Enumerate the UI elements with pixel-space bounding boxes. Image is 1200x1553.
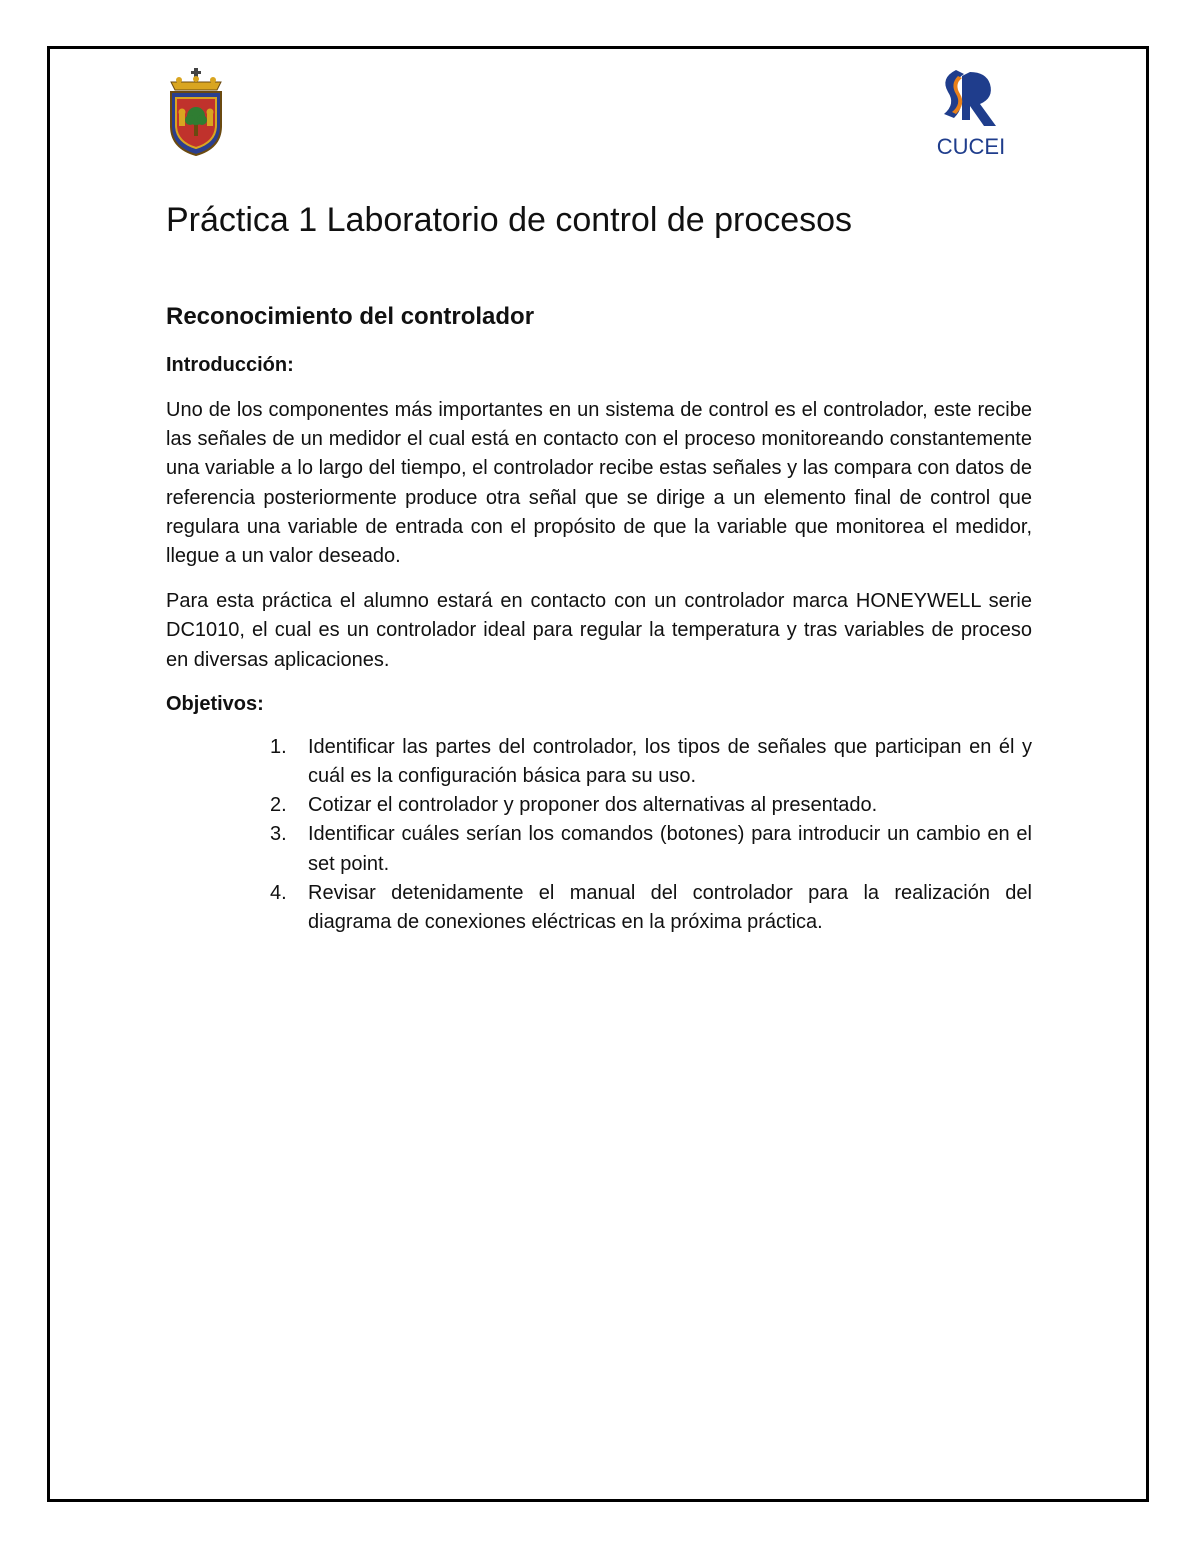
objective-number: 1.: [270, 735, 287, 758]
objectives-list: [166, 733, 1032, 937]
section-heading: Reconocimiento del controlador: [166, 303, 535, 330]
objective-item: [270, 733, 1032, 791]
objective-text: Identificar las partes del controlador, los tipos de señales que participan en él y cuál es la configuración básica para su uso.: [308, 735, 1032, 788]
objective-item: [270, 820, 1032, 878]
introduction-paragraph-2: Para esta práctica el alumno estará en contacto con un controlador marca HONEYWELL serie DC1010, el cual es un controlador ideal para regular la temperatura y tras variables de proceso en diversas aplicaciones.: [166, 590, 1032, 671]
introduction-heading: Introducción:: [166, 354, 294, 376]
document-body: [166, 196, 1032, 937]
objective-text: Revisar detenidamente el manual del controlador para la realización del diagrama de conexiones eléctricas en la próxima práctica.: [308, 881, 1032, 934]
objective-text: Cotizar el controlador y proponer dos alternativas al presentado.: [308, 794, 878, 817]
introduction-paragraph-1: Uno de los componentes más importantes en un sistema de control es el controlador, este recibe las señales de un medidor el cual está en contacto con el proceso monitoreando constantemente una variable a lo largo del tiempo, el controlador recibe estas señales y las compara con datos de referencia posteriormente produce otra señal que se dirige a un elemento final de control que regulara una variable de entrada con el propósito de que la variable que monitorea el medidor, llegue a un valor deseado.: [166, 399, 1032, 568]
cucei-logo-text: CUCEI: [936, 134, 1006, 158]
page-title: Práctica 1 Laboratorio de control de procesos: [166, 201, 853, 239]
objective-number: 3.: [270, 823, 287, 846]
cucei-logo: [936, 68, 1006, 158]
objectives-heading: Objetivos:: [166, 692, 264, 715]
university-crest-logo: [165, 68, 227, 156]
objective-item: [270, 791, 1032, 820]
objective-number: 2.: [270, 794, 287, 817]
objective-text: Identificar cuáles serían los comandos (botones) para introducir un cambio en el set point.: [308, 823, 1032, 875]
objective-number: 4.: [270, 881, 287, 904]
objective-item: [270, 879, 1032, 937]
